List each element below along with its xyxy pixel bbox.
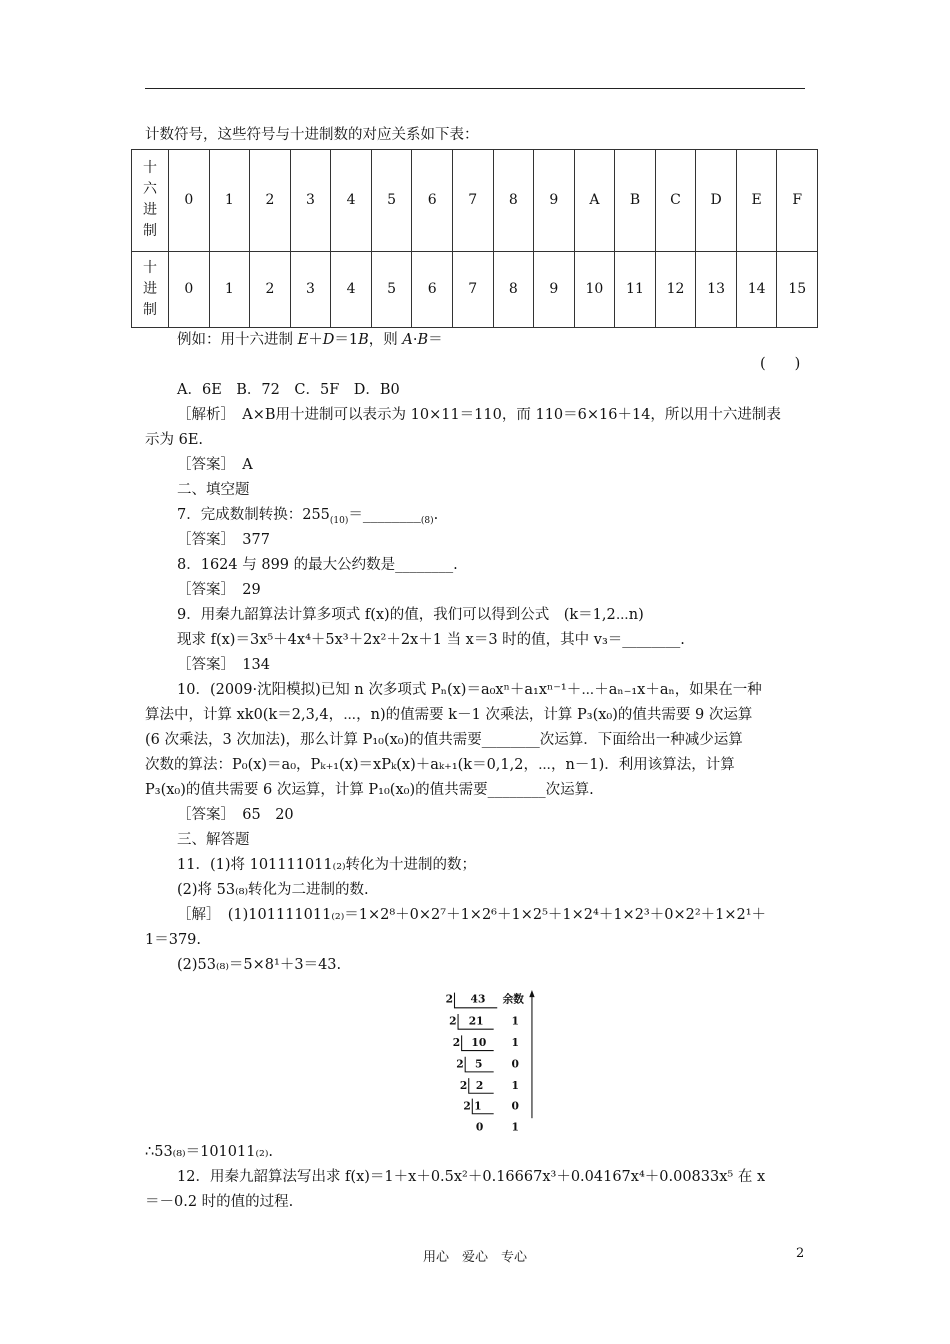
q6-answer: ［答案］ A: [177, 457, 253, 473]
dec-cell: 5: [371, 251, 412, 327]
q7-stem: 7．完成数制转换：$255_{(10)}=\_\_\_\_\_\_\_\__{(8)}$.: [177, 507, 439, 526]
quotient: 1: [474, 1099, 482, 1113]
dec-cell: 3: [290, 251, 331, 327]
q12-stem-cont: ＝－0.2 时的值的过程.: [145, 1194, 294, 1210]
section-solutions: 三、解答题: [177, 832, 250, 848]
hex-cell: 4: [331, 150, 372, 252]
dec-cell: 12: [655, 251, 696, 327]
hex-cell: E: [736, 150, 777, 252]
q6-stem: 例如：用十六进制 E＋D＝1B，则 A·B＝: [177, 332, 443, 348]
dec-cell: 7: [452, 251, 493, 327]
q8-answer: ［答案］ 29: [177, 582, 261, 598]
divisor: 2: [445, 992, 454, 1006]
dec-cell: 1: [209, 251, 250, 327]
dec-cell: 10: [574, 251, 615, 327]
dec-cell: 4: [331, 251, 372, 327]
quotient: 2: [475, 1078, 484, 1092]
hex-cell: F: [777, 150, 818, 252]
q10-answer: ［答案］ 65 20: [177, 807, 294, 823]
short-division-diagram: [436, 990, 546, 1136]
quotient: 43: [470, 992, 486, 1006]
hex-cell: 9: [534, 150, 575, 252]
divisor: 2: [463, 1099, 471, 1113]
arrow-up-icon: [529, 990, 534, 997]
dec-cell: 8: [493, 251, 534, 327]
q6-options: A．6E B．72 C．5F D．B0: [177, 382, 400, 398]
dec-row: [132, 251, 818, 327]
divisor: 2: [456, 1057, 464, 1071]
remainder: 1: [511, 1036, 519, 1050]
answer-bracket: ( ): [760, 356, 801, 372]
divisor: 2: [449, 1014, 457, 1028]
hex-cell: 8: [493, 150, 534, 252]
dec-cell: 2: [250, 251, 291, 327]
dec-cell: 0: [169, 251, 210, 327]
hex-cell: 5: [371, 150, 412, 252]
quotient: 10: [471, 1036, 487, 1050]
q11-solution: ［解］ (1)101111011₍₂₎＝1×2⁸＋0×2⁷＋1×2⁶＋1×2⁵＋1×2⁴＋1×2³＋0×2²＋1×2¹＋: [177, 907, 767, 923]
q6-analysis: ［解析］ A×B用十进制可以表示为 10×11＝110，而 110＝6×16＋14，所以用十六进制表: [177, 407, 781, 423]
hex-decimal-table: [131, 149, 818, 328]
q10-stem: 10．(2009·沈阳模拟)已知 n 次多项式 Pₙ(x)＝a₀xⁿ＋a₁xⁿ⁻¹＋⋯＋aₙ₋₁x＋aₙ，如果在一种: [177, 682, 762, 698]
hex-cell: 0: [169, 150, 210, 252]
q8-stem: 8．1624 与 899 的最大公约数是________.: [177, 557, 458, 573]
section-fill-blank: 二、填空题: [177, 482, 250, 498]
q9-stem: 9．用秦九韶算法计算多项式 f(x)的值，我们可以得到公式 (k＝1,2⋯n): [177, 607, 644, 623]
q10-stem-cont: 算法中，计算 xk0(k＝2,3,4，⋯，n)的值需要 k－1 次乘法，计算 P₃(x₀)的值共需要 9 次运算: [145, 707, 753, 723]
q6-analysis-cont: 示为 6E.: [145, 432, 204, 448]
q9-stem-cont: 现求 f(x)＝3x⁵＋4x⁴＋5x³＋2x²＋2x＋1 当 x＝3 时的值，其中 v₃＝________.: [177, 632, 685, 648]
q9-answer: ［答案］ 134: [177, 657, 270, 673]
hex-cell: A: [574, 150, 615, 252]
remainder-label: 余数: [502, 992, 524, 1006]
remainder: 1: [511, 1078, 519, 1092]
dec-cell: 15: [777, 251, 818, 327]
q10-stem-cont: 次数的算法：P₀(x)＝a₀，Pₖ₊₁(x)＝xPₖ(x)＋aₖ₊₁(k＝0,1,2，⋯，n－1)．利用该算法，计算: [145, 757, 735, 773]
q11-conclusion: ∴53₍₈₎＝101011₍₂₎.: [145, 1144, 274, 1160]
divisor: 2: [459, 1078, 468, 1092]
q10-stem-cont: P₃(x₀)的值共需要 6 次运算，计算 P₁₀(x₀)的值共需要________次运算.: [145, 782, 594, 798]
hex-cell: 6: [412, 150, 453, 252]
footer-text: 用心 爱心 专心: [422, 1250, 527, 1265]
q11-solution-cont: 1＝379.: [145, 932, 202, 948]
q11-stem: 11．(1)将 101111011₍₂₎转化为十进制的数；: [177, 857, 477, 873]
hex-cell: 2: [250, 150, 291, 252]
q11-solution-part2: (2)53₍₈₎＝5×8¹＋3＝43.: [177, 957, 342, 973]
hex-cell: C: [655, 150, 696, 252]
dec-header: 十 进 制: [132, 251, 169, 327]
hex-cell: 1: [209, 150, 250, 252]
quotient: 5: [474, 1057, 483, 1071]
hex-row: [132, 150, 818, 252]
hex-cell: D: [696, 150, 737, 252]
hex-cell: B: [615, 150, 656, 252]
dec-cell: 14: [736, 251, 777, 327]
remainder: 0: [511, 1099, 519, 1113]
hex-cell: 3: [290, 150, 331, 252]
dec-cell: 6: [412, 251, 453, 327]
q7-answer: ［答案］ 377: [177, 532, 270, 548]
remainder: 0: [511, 1057, 519, 1071]
header-rule: [145, 88, 805, 89]
hex-cell: 7: [452, 150, 493, 252]
remainder: 1: [511, 1014, 519, 1028]
page-number: 2: [796, 1246, 805, 1261]
intro-text: 计数符号，这些符号与十进制数的对应关系如下表：: [145, 127, 479, 143]
dec-cell: 9: [534, 251, 575, 327]
quotient: 21: [468, 1014, 484, 1028]
quotient: 0: [475, 1120, 484, 1134]
hex-header: 十 六 进 制: [132, 150, 169, 252]
q10-stem-cont: (6 次乘法，3 次加法)，那么计算 P₁₀(x₀)的值共需要________次运算．下面给出一种减少运算: [145, 732, 743, 748]
divisor: 2: [452, 1036, 461, 1050]
q11-stem-cont: (2)将 53₍₈₎转化为二进制的数.: [177, 882, 369, 898]
dec-cell: 13: [696, 251, 737, 327]
dec-cell: 11: [615, 251, 656, 327]
q12-stem: 12．用秦九韶算法写出求 f(x)＝1＋x＋0.5x²＋0.16667x³＋0.04167x⁴＋0.00833x⁵ 在 x: [177, 1169, 766, 1185]
remainder: 1: [511, 1120, 519, 1134]
